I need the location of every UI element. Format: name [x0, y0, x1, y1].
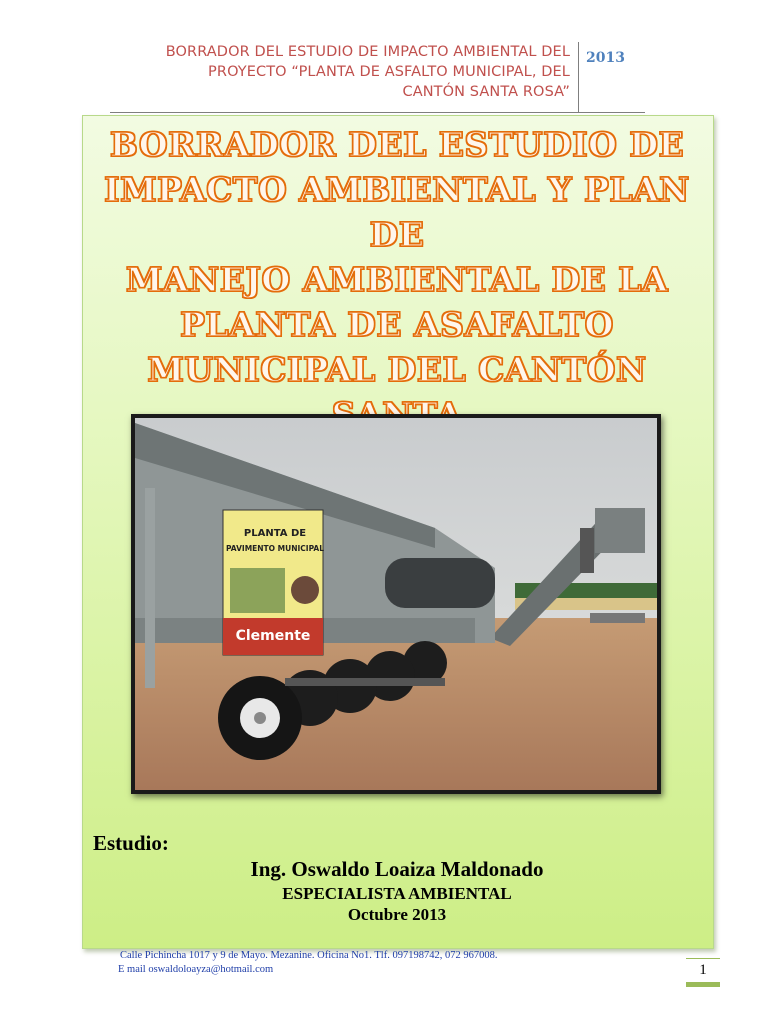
running-header — [110, 42, 570, 102]
header-line-3: CANTÓN SANTA ROSA” — [402, 84, 570, 100]
distant-trailer — [590, 613, 645, 623]
cover-photo — [131, 414, 661, 794]
sign-name: Clemente — [235, 628, 311, 644]
title-line: PLANTA DE ASAFALTO — [180, 305, 614, 344]
header-divider-vertical — [578, 42, 579, 112]
page-number: 1 — [699, 962, 707, 978]
footer-email: E mail oswaldoloayza@hotmail.com — [118, 964, 274, 975]
footer-address: Calle Pichincha 1017 y 9 de Mayo. Mezanine. Oficina No1. Tlf. 097198742, 072 967008. — [120, 950, 498, 961]
page-number-bar — [686, 982, 720, 987]
estudio-label: Estudio: — [93, 831, 169, 855]
title-line: IMPACTO AMBIENTAL Y PLAN DE — [104, 170, 690, 254]
title-line: BORRADOR DEL ESTUDIO DE — [109, 125, 685, 164]
page-number-rule — [686, 958, 720, 959]
title-line: MUNICIPAL DEL CANTÓN — [147, 350, 647, 389]
header-divider-horizontal — [110, 112, 645, 113]
sign-line-2: PAVIMENTO MUNICIPAL — [226, 544, 324, 553]
author-name: Ing. Oswaldo Loaiza Maldonado — [250, 857, 544, 881]
author-role: ESPECIALISTA AMBIENTAL — [282, 884, 512, 903]
sign-line-1: PLANTA DE — [243, 528, 307, 539]
header-year: 2013 — [586, 50, 625, 66]
dirt-ground — [135, 618, 657, 790]
header-line-1: BORRADOR DEL ESTUDIO DE IMPACTO AMBIENTAL DEL — [165, 44, 570, 60]
title-line: MANEJO AMBIENTAL DE LA — [125, 260, 669, 299]
document-date: Octubre 2013 — [347, 905, 447, 924]
plant-sign — [223, 510, 324, 655]
header-line-2: PROYECTO “PLANTA DE ASFALTO MUNICIPAL, DEL — [208, 64, 570, 80]
asphalt-plant-photo — [135, 418, 657, 790]
